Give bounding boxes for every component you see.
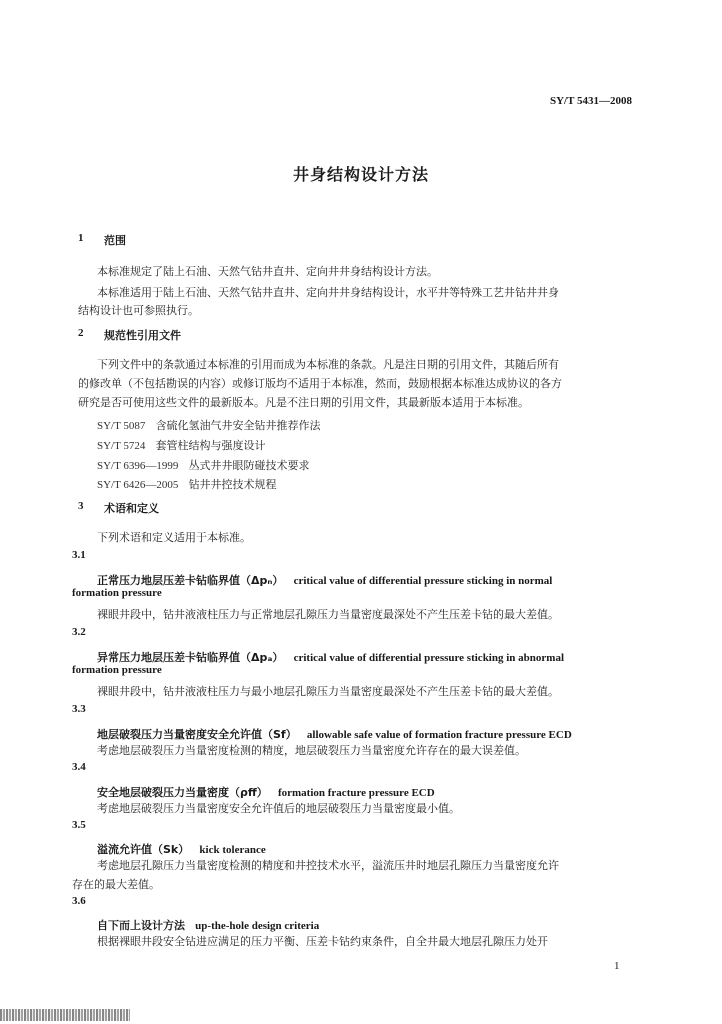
term-number: 3.2 (72, 626, 86, 638)
scan-artifact (0, 1009, 130, 1021)
term-definition: 考虑地层破裂压力当量密度安全允许值后的地层破裂压力当量密度最小值。 (97, 802, 460, 815)
section-3-number: 3 (78, 500, 84, 512)
term-number: 3.3 (72, 703, 86, 715)
term-number: 3.4 (72, 761, 86, 773)
term-heading (97, 781, 435, 800)
reference-code: SY/T 6426—2005 (97, 479, 179, 491)
term-english: kick tolerance (199, 844, 266, 856)
term-definition: 裸眼井段中，钻井液液柱压力与最小地层孔隙压力当量密度最深处不产生压差卡钻的最大差值。 (97, 685, 559, 698)
reference-title: 丛式井井眼防碰技术要求 (188, 459, 310, 472)
term-english-continued: formation pressure (72, 587, 162, 599)
reference-title: 套管柱结构与强度设计 (155, 439, 266, 452)
term-heading (97, 723, 572, 742)
section-1-para-2a: 本标准适用于陆上石油、天然气钻井直井、定向井井身结构设计，水平井等特殊工艺井钻井井身 (97, 286, 559, 299)
term-heading (97, 646, 564, 665)
reference-title: 钻井井控技术规程 (188, 478, 277, 491)
term-number: 3.1 (72, 549, 86, 561)
term-number: 3.5 (72, 819, 86, 831)
term-english: formation fracture pressure ECD (277, 787, 435, 799)
document-title: 井身结构设计方法 (292, 165, 429, 184)
term-definition: 考虑地层孔隙压力当量密度检测的精度和井控技术水平，溢流压井时地层孔隙压力当量密度允许 (97, 859, 559, 872)
term-chinese: 正常压力地层压差卡钻临界值（Δpₙ） (97, 574, 284, 587)
standard-code: SY/T 5431—2008 (549, 95, 632, 107)
term-heading (97, 914, 319, 933)
term-heading (97, 838, 266, 857)
section-2-number: 2 (78, 327, 84, 339)
reference-code: SY/T 6396—1999 (97, 460, 179, 472)
reference-item (97, 414, 321, 433)
term-english: up-the-hole design criteria (195, 920, 320, 932)
term-chinese: 溢流允许值（Sk） (97, 843, 190, 856)
term-number: 3.6 (72, 895, 86, 907)
section-2-para-b: 的修改单（不包括勘误的内容）或修订版均不适用于本标准，然而，鼓励根据本标准达成协议的各方 (78, 377, 562, 390)
reference-item (97, 473, 277, 492)
section-1-number: 1 (78, 232, 84, 244)
section-1-para-2b: 结构设计也可参照执行。 (78, 304, 199, 317)
section-3-intro: 下列术语和定义适用于本标准。 (97, 531, 251, 544)
reference-code: SY/T 5724 (97, 440, 146, 452)
term-chinese: 安全地层破裂压力当量密度（ρff） (97, 786, 268, 799)
section-2-para-a: 下列文件中的条款通过本标准的引用而成为本标准的条款。凡是注日期的引用文件，其随后所有 (97, 358, 559, 371)
term-chinese: 自下而上设计方法 (97, 919, 185, 932)
term-chinese: 异常压力地层压差卡钻临界值（Δpₐ） (97, 651, 284, 664)
term-chinese: 地层破裂压力当量密度安全允许值（Sf） (97, 728, 297, 741)
section-1-heading: 范围 (104, 234, 126, 247)
term-english-continued: formation pressure (72, 664, 162, 676)
reference-item (97, 454, 310, 473)
term-heading (97, 569, 552, 588)
section-3-heading: 术语和定义 (104, 502, 159, 515)
term-english: critical value of differential pressure sticking in abnormal (293, 652, 564, 664)
term-definition: 根据裸眼井段安全钻进应满足的压力平衡、压差卡钻约束条件，自全井最大地层孔隙压力处开 (97, 935, 548, 948)
reference-item (97, 434, 266, 453)
term-definition: 裸眼井段中，钻井液液柱压力与正常地层孔隙压力当量密度最深处不产生压差卡钻的最大差值。 (97, 608, 559, 621)
term-definition: 考虑地层破裂压力当量密度检测的精度，地层破裂压力当量密度允许存在的最大误差值。 (97, 744, 526, 757)
section-2-heading: 规范性引用文件 (104, 329, 181, 342)
section-2-para-c: 研究是否可使用这些文件的最新版本。凡是不注日期的引用文件，其最新版本适用于本标准。 (78, 396, 529, 409)
reference-code: SY/T 5087 (97, 420, 146, 432)
reference-title: 含硫化氢油气井安全钻井推荐作法 (155, 419, 321, 432)
term-english: critical value of differential pressure sticking in normal (293, 575, 553, 587)
page-number: 1 (614, 960, 620, 972)
term-definition-continued: 存在的最大差值。 (72, 878, 160, 891)
term-english: allowable safe value of formation fracture pressure ECD (306, 729, 572, 741)
section-1-para-1: 本标准规定了陆上石油、天然气钻井直井、定向井井身结构设计方法。 (97, 265, 438, 278)
